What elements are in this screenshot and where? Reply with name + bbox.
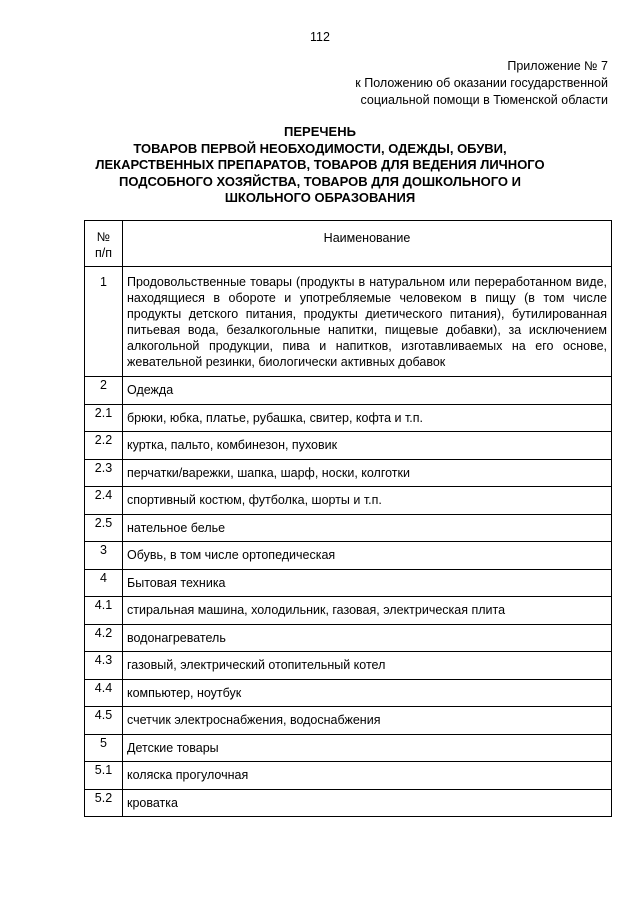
header-number: [85, 221, 123, 267]
title-line: ПОДСОБНОГО ХОЗЯЙСТВА, ТОВАРОВ ДЛЯ ДОШКОЛЬНОГО И: [119, 173, 521, 189]
row-number: 4.4: [85, 679, 123, 707]
header-name: Наименование: [123, 221, 612, 267]
table-row: [85, 377, 612, 405]
row-name: компьютер, ноутбук: [123, 679, 612, 707]
row-number: 2.1: [85, 404, 123, 432]
row-number: 3: [85, 542, 123, 570]
row-number: 4.3: [85, 652, 123, 680]
table-row: [85, 542, 612, 570]
row-name: газовый, электрический отопительный котел: [123, 652, 612, 680]
table-row: [85, 404, 612, 432]
table-row: [85, 487, 612, 515]
row-name: нательное белье: [123, 514, 612, 542]
row-number: 2.3: [85, 459, 123, 487]
table-row: [85, 679, 612, 707]
row-number: 2.2: [85, 432, 123, 460]
row-name: стиральная машина, холодильник, газовая, электрическая плита: [123, 597, 612, 625]
table-row: [85, 432, 612, 460]
header-number-line: п/п: [94, 246, 112, 260]
row-number: 2.4: [85, 487, 123, 515]
row-name: водонагреватель: [123, 624, 612, 652]
row-name: куртка, пальто, комбинезон, пуховик: [123, 432, 612, 460]
row-name: Детские товары: [123, 734, 612, 762]
row-name: Обувь, в том числе ортопедическая: [123, 542, 612, 570]
table-row: [85, 652, 612, 680]
table-row: [85, 707, 612, 735]
appendix-line: социальной помощи в Тюменской области: [360, 93, 608, 107]
row-number: 2: [85, 377, 123, 405]
row-name: Одежда: [123, 377, 612, 405]
appendix-line: к Положению об оказании государственной: [355, 76, 608, 90]
table-row: [85, 597, 612, 625]
row-name: Продовольственные товары (продукты в натуральном или переработанном виде, находящиеся в обороте и употребляемые человеком в пищу (в том числе продукты детского питания, продукты диетического питания), бутилированная питьевая вода, безалкогольные напитки, пищевые добавки), за исключением алкогольной продукции, пива и напитков, изготавливаемых на его основе, жевательной резинки, биологически активных добавок: [123, 267, 612, 377]
table-header-row: [85, 221, 612, 267]
table-row: [85, 624, 612, 652]
header-number-line: №: [96, 230, 111, 244]
page-number: 112: [310, 30, 330, 44]
table-row: [85, 459, 612, 487]
row-number: 4.1: [85, 597, 123, 625]
table-row: [85, 514, 612, 542]
row-name: кроватка: [123, 789, 612, 817]
row-name: счетчик электроснабжения, водоснабжения: [123, 707, 612, 735]
goods-table: [84, 220, 612, 817]
appendix-line: Приложение № 7: [507, 59, 608, 73]
title-line: ТОВАРОВ ПЕРВОЙ НЕОБХОДИМОСТИ, ОДЕЖДЫ, ОБУВИ,: [133, 140, 507, 156]
title-line: ПЕРЕЧЕНЬ: [284, 124, 356, 139]
table-row: [85, 789, 612, 817]
row-number: 1: [85, 267, 123, 377]
row-name: брюки, юбка, платье, рубашка, свитер, кофта и т.п.: [123, 404, 612, 432]
table-row: [85, 762, 612, 790]
row-number: 5: [85, 734, 123, 762]
row-name: спортивный костюм, футболка, шорты и т.п.: [123, 487, 612, 515]
table-row: [85, 267, 612, 377]
row-number: 5.2: [85, 789, 123, 817]
title-line: ШКОЛЬНОГО ОБРАЗОВАНИЯ: [224, 190, 416, 206]
row-number: 4.2: [85, 624, 123, 652]
document-title: [0, 124, 640, 207]
row-number: 5.1: [85, 762, 123, 790]
row-name: Бытовая техника: [123, 569, 612, 597]
title-line: ЛЕКАРСТВЕННЫХ ПРЕПАРАТОВ, ТОВАРОВ ДЛЯ ВЕДЕНИЯ ЛИЧНОГО: [95, 157, 545, 173]
row-number: 4: [85, 569, 123, 597]
row-name: перчатки/варежки, шапка, шарф, носки, колготки: [123, 459, 612, 487]
appendix-header: [355, 58, 608, 109]
table-row: [85, 734, 612, 762]
row-number: 4.5: [85, 707, 123, 735]
table-row: [85, 569, 612, 597]
row-number: 2.5: [85, 514, 123, 542]
row-name: коляска прогулочная: [123, 762, 612, 790]
